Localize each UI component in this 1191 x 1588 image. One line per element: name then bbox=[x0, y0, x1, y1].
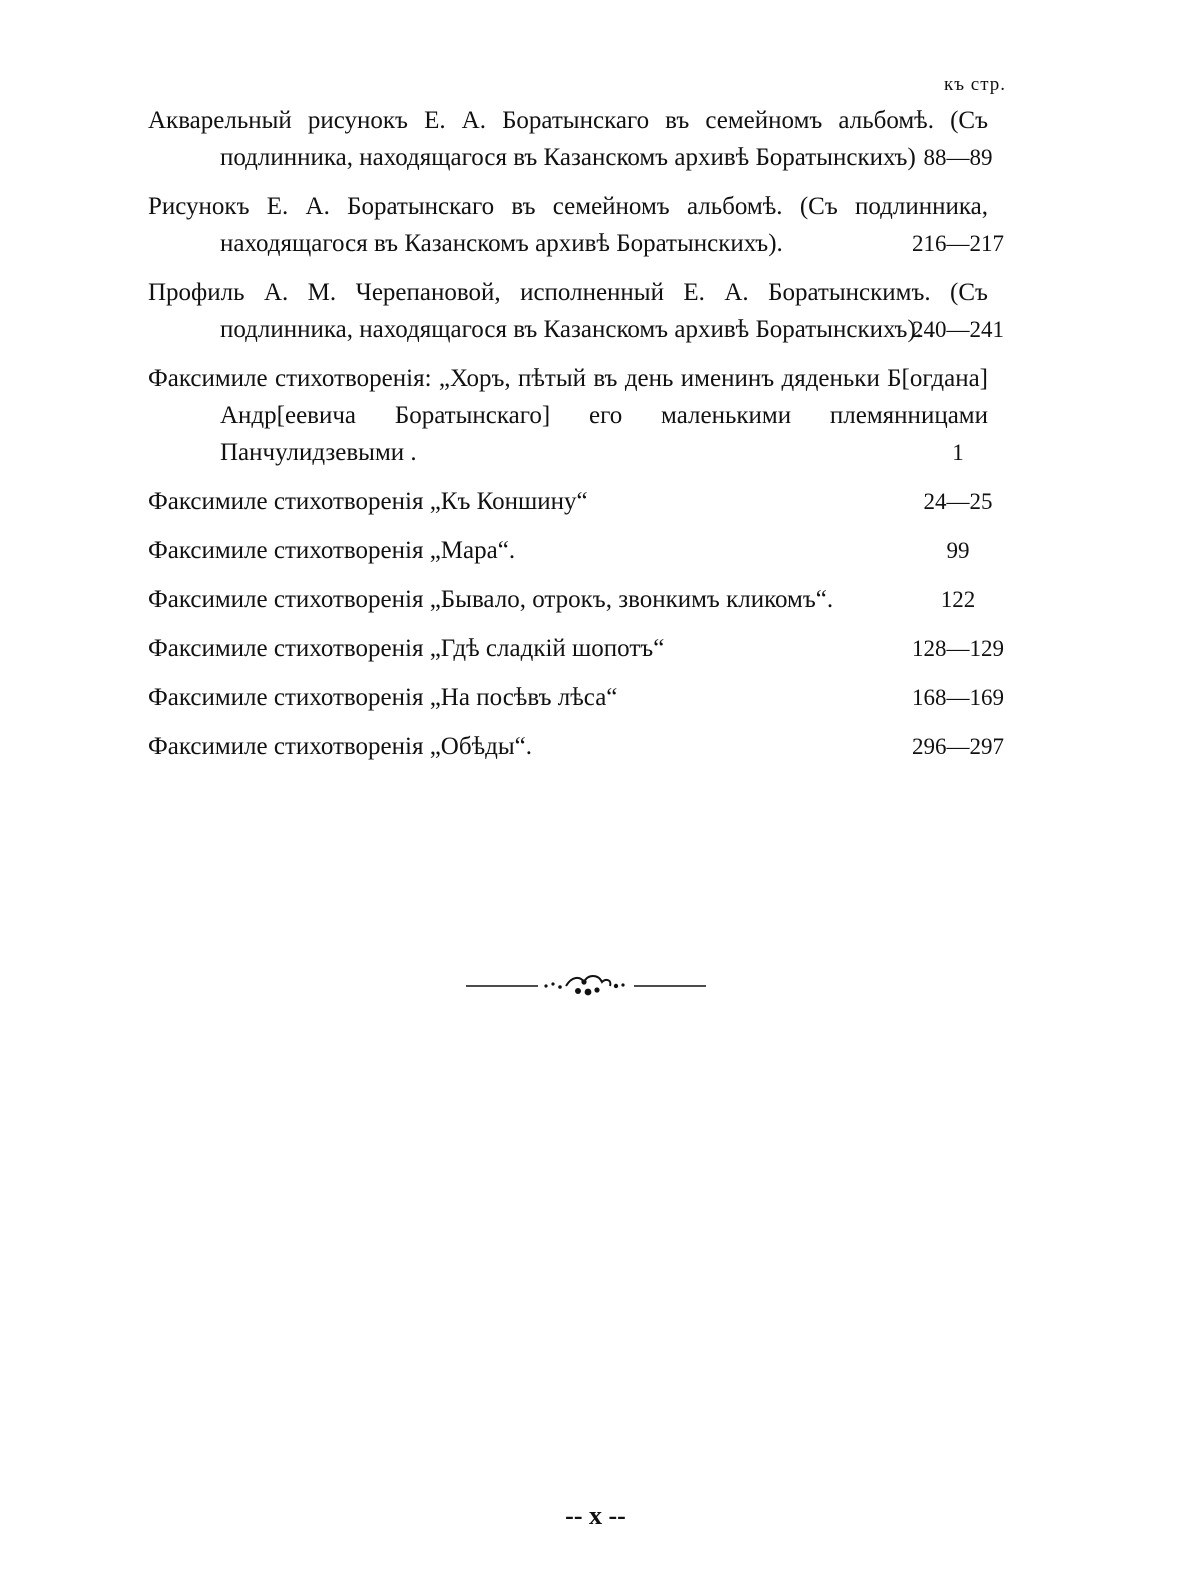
page-number: -- x -- bbox=[565, 1501, 626, 1530]
entry-page-ref: 240—241 bbox=[912, 317, 1004, 342]
entry-description: Факсимиле стихотворенія „Гдѣ сладкій шопотъ“ bbox=[148, 635, 665, 662]
entry-description: Факсимиле стихотворенія „Мара“. bbox=[148, 537, 516, 564]
entry-page-ref: 88—89 bbox=[923, 145, 993, 170]
list-item bbox=[148, 274, 1028, 348]
entry-page-ref: 122 bbox=[940, 587, 976, 612]
list-item bbox=[148, 728, 1028, 765]
list-item bbox=[148, 483, 1028, 520]
entry-description: Факсимиле стихотворенія „На посѣвъ лѣса“ bbox=[148, 684, 618, 711]
list-item bbox=[148, 581, 1028, 618]
entry-page-ref: 216—217 bbox=[912, 231, 1004, 256]
entry-page-ref: 296—297 bbox=[912, 734, 1004, 759]
list-item bbox=[148, 532, 1028, 569]
entry-description: Факсимиле стихотворенія „Бывало, отрокъ, звонкимъ кликомъ“. bbox=[148, 586, 834, 613]
floral-divider-icon bbox=[466, 970, 706, 998]
entry-description: Рисунокъ Е. А. Боратынскаго въ семейномъ альбомѣ. (Съ подлинника, находящагося въ Казанскомъ архивѣ Боратынскихъ). bbox=[148, 193, 988, 257]
entry-description: Факсимиле стихотворенія „Къ Коншину“ bbox=[148, 488, 588, 515]
page-column-header: къ стр. bbox=[943, 74, 1007, 95]
entry-description: Факсимиле стихотворенія „Обѣды“. bbox=[148, 733, 533, 760]
list-item bbox=[148, 630, 1028, 667]
entry-page-ref: 1 bbox=[952, 440, 964, 465]
entry-page-ref: 99 bbox=[946, 538, 970, 563]
entry-page-ref: 24—25 bbox=[923, 489, 993, 514]
entry-description: Акварельный рисунокъ Е. А. Боратынскаго въ семейномъ альбомѣ. (Съ подлинника, находящагося въ Казанскомъ архивѣ Боратынскихъ) bbox=[148, 107, 988, 171]
list-item bbox=[148, 188, 1028, 262]
entry-description: Факсимиле стихотворенія: „Хоръ, пѣтый въ день именинъ дяденьки Б[огдана] Андр[еевича Боратынскаго] его маленькими племянницами Панчулидзевыми . bbox=[148, 365, 988, 466]
list-item bbox=[148, 360, 1028, 471]
list-item bbox=[148, 679, 1028, 716]
illustrations-list bbox=[148, 102, 1028, 777]
entry-page-ref: 128—129 bbox=[912, 636, 1004, 661]
entry-description: Профиль А. М. Черепановой, исполненный Е. А. Боратынскимъ. (Съ подлинника, находящагося въ Казанскомъ архивѣ Боратынскихъ). . bbox=[148, 279, 988, 343]
entry-page-ref: 168—169 bbox=[912, 685, 1004, 710]
list-item bbox=[148, 102, 1028, 176]
